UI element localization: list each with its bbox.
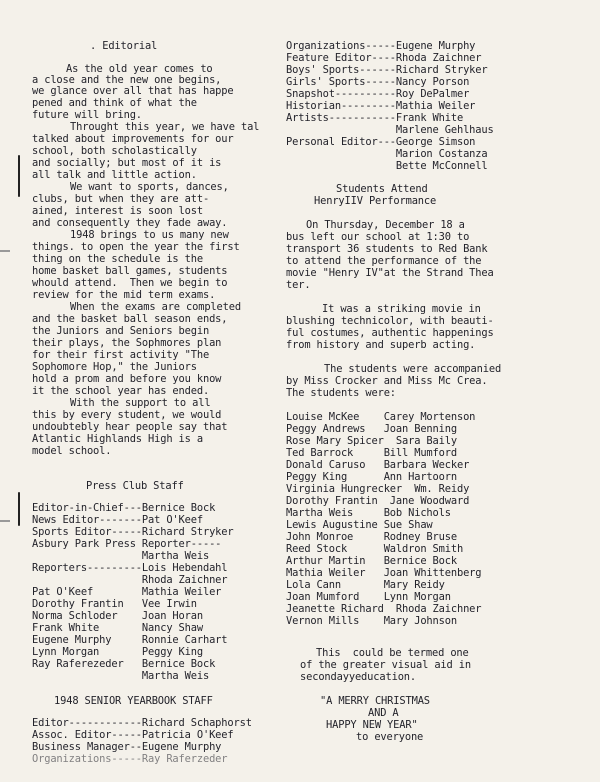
editorial-line: ained, interest is soon lost: [32, 205, 203, 217]
article-line: On Thursday, December 18 a: [306, 219, 465, 231]
editorial-line: and socially; but most of it is: [32, 157, 222, 169]
editorial-line: all talk and little action.: [32, 169, 197, 181]
student-row: Peggy Andrews Joan Benning: [286, 423, 457, 435]
article-subtitle: HenryIIV Performance: [314, 195, 437, 207]
student-row: Jeanette Richard Rhoda Zaichner: [286, 603, 482, 615]
student-row: Peggy King Ann Hartoorn: [286, 471, 457, 483]
staff-line: Boys' Sports------Richard Stryker: [286, 64, 488, 76]
staff-line: Personal Editor---George Simson: [286, 136, 476, 148]
editorial-line: hold a prom and before you know: [32, 373, 222, 385]
editorial-line: Sophomore Hop," the Juniors: [32, 361, 197, 373]
editorial-line: When the exams are completed: [70, 301, 241, 313]
margin-mark: [18, 155, 20, 197]
student-row: Mathia Weiler Joan Whittenberg: [286, 567, 482, 579]
student-row: Vernon Mills Mary Johnson: [286, 615, 457, 627]
greeting-line: HAPPY NEW YEAR": [326, 719, 418, 731]
press-club-line: Pat O'Keef Mathia Weiler: [32, 586, 222, 598]
editorial-line: home basket ball games, students: [32, 265, 228, 277]
editorial-line: the Juniors and Seniors begin: [32, 325, 210, 337]
article-line: to attend the performance of the: [286, 255, 482, 267]
editorial-line: review for the mid term exams.: [32, 289, 216, 301]
editorial-line: we glance over all that has happe: [32, 85, 234, 97]
editorial-line: undoubtebly hear people say that: [32, 421, 228, 433]
student-row: Ted Barrock Bill Mumford: [286, 447, 457, 459]
article-line: transport 36 students to Red Bank: [286, 243, 488, 255]
article-line: of the greater visual aid in: [300, 659, 471, 671]
editorial-line: With the support to all: [70, 397, 211, 409]
press-club-line: Eugene Murphy Ronnie Carhart: [32, 634, 228, 646]
article-line: blushing technicolor, with beauti-: [286, 315, 494, 327]
student-row: Virginia Hungrecker Wm. Reidy: [286, 483, 470, 495]
student-row: Rose Mary Spicer Sara Baily: [286, 435, 457, 447]
article-title: Students Attend: [336, 183, 428, 195]
press-club-line: Norma Schloder Joan Horan: [32, 610, 203, 622]
editorial-line: this by every student, we would: [32, 409, 222, 421]
student-row: Louise McKee Carey Mortenson: [286, 411, 476, 423]
article-line: from history and superb acting.: [286, 339, 476, 351]
article-line: The students were accompanied: [324, 363, 502, 375]
editorial-line: whould attend. Then we begin to: [32, 277, 228, 289]
editorial-line: school, both scholastically: [32, 145, 197, 157]
article-line: The students were:: [286, 387, 396, 399]
yearbook-line: Business Manager--Eugene Murphy: [32, 741, 222, 753]
editorial-line: a close and the new one begins,: [32, 74, 222, 86]
student-row: Donald Caruso Barbara Wecker: [286, 459, 470, 471]
editorial-line: future will bring.: [32, 109, 142, 121]
editorial-title: . Editorial: [90, 40, 158, 52]
staff-line: Girls' Sports-----Nancy Porson: [286, 76, 470, 88]
student-row: John Monroe Rodney Bruse: [286, 531, 457, 543]
student-row: Martha Weis Bob Nichols: [286, 507, 451, 519]
greeting-line: to everyone: [356, 731, 424, 743]
press-club-line: Sports Editor-----Richard Stryker: [32, 526, 234, 538]
editorial-line: 1948 brings to us many new: [70, 229, 229, 241]
press-club-line: Martha Weis: [32, 550, 210, 562]
student-row: Reed Stock Waldron Smith: [286, 543, 464, 555]
editorial-line: their plays, the Sophmores plan: [32, 337, 222, 349]
staff-line: Bette McConnell: [286, 160, 488, 172]
editorial-line: talked about improvements for our: [32, 133, 234, 145]
editorial-line: and consequently they fade away.: [32, 217, 228, 229]
yearbook-line: Editor------------Richard Schaphorst: [32, 717, 252, 729]
staff-line: Organizations-----Eugene Murphy: [286, 40, 476, 52]
editorial-line: Atlantic Highlands High is a: [32, 433, 203, 445]
staff-line: Snapshot----------Roy DePalmer: [286, 88, 470, 100]
article-line: bus left our school at 1:30 to: [286, 231, 470, 243]
staff-line: Feature Editor----Rhoda Zaichner: [286, 52, 482, 64]
article-line: This could be termed one: [316, 647, 469, 659]
editorial-line: Throught this year, we have tal: [70, 121, 260, 133]
editorial-line: it the school year has ended.: [32, 385, 210, 397]
press-club-line: Martha Weis: [32, 670, 210, 682]
staff-line: Marion Costanza: [286, 148, 488, 160]
staple-mark: [0, 520, 10, 522]
student-row: Lola Cann Mary Reidy: [286, 579, 445, 591]
article-line: movie "Henry IV"at the Strand Thea: [286, 267, 494, 279]
greeting-line: "A MERRY CHRISTMAS: [320, 695, 430, 707]
article-line: ful costumes, authentic happenings: [286, 327, 494, 339]
article-line: It was a striking movie in: [322, 303, 481, 315]
editorial-line: We want to sports, dances,: [70, 181, 229, 193]
press-club-line: Editor-in-Chief---Bernice Bock: [32, 502, 216, 514]
greeting-line: AND A: [368, 707, 399, 719]
press-club-line: News Editor-------Pat O'Keef: [32, 514, 203, 526]
staff-line: Historian---------Mathia Weiler: [286, 100, 476, 112]
editorial-line: pened and think of what the: [32, 97, 197, 109]
yearbook-line: Organizations-----Ray Raferzeder: [32, 753, 228, 765]
student-row: Lewis Augustine Sue Shaw: [286, 519, 433, 531]
editorial-line: for their first activity "The: [32, 349, 210, 361]
yearbook-line: Assoc. Editor-----Patricia O'Keef: [32, 729, 234, 741]
student-row: Dorothy Frantin Jane Woodward: [286, 495, 470, 507]
student-row: Arthur Martin Bernice Bock: [286, 555, 457, 567]
press-club-line: Dorothy Frantin Vee Irwin: [32, 598, 197, 610]
article-line: ter.: [286, 279, 311, 291]
press-club-line: Frank White Nancy Shaw: [32, 622, 203, 634]
press-club-line: Reporters---------Lois Hebendahl: [32, 562, 228, 574]
editorial-line: As the old year comes to: [66, 63, 213, 75]
student-row: Joan Mumford Lynn Morgan: [286, 591, 451, 603]
editorial-line: thing on the schedule is the: [32, 253, 203, 265]
staple-mark: [0, 250, 10, 252]
staff-line: Marlene Gehlhaus: [286, 124, 494, 136]
editorial-line: things. to open the year the first: [32, 241, 240, 253]
yearbook-title: 1948 SENIOR YEARBOOK STAFF: [54, 695, 213, 707]
press-club-title: Press Club Staff: [86, 480, 184, 492]
margin-mark: [18, 492, 20, 526]
staff-line: Artists-----------Frank White: [286, 112, 464, 124]
article-line: secondayyeducation.: [300, 671, 417, 683]
editorial-line: clubs, but when they are att-: [32, 193, 210, 205]
article-line: by Miss Crocker and Miss Mc Crea.: [286, 375, 488, 387]
press-club-line: Rhoda Zaichner: [32, 574, 228, 586]
press-club-line: Ray Raferezeder Bernice Bock: [32, 658, 216, 670]
press-club-line: Asbury Park Press Reporter-----: [32, 538, 222, 550]
editorial-line: and the basket ball season ends,: [32, 313, 228, 325]
press-club-line: Lynn Morgan Peggy King: [32, 646, 203, 658]
editorial-line: model school.: [32, 445, 112, 457]
